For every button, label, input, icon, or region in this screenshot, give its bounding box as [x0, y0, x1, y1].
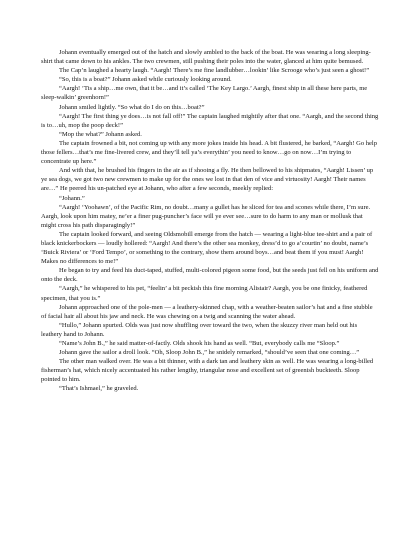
paragraph-5: Johann smiled lightly. “So what do I do on this…boat?”	[59, 103, 205, 111]
paragraph-13: He began to try and feed his duct-taped, stuffed, multi-colored pigeon some food, but the seeds just fell on his uniform and onto the deck.	[41, 267, 379, 284]
paragraph-4: “Aargh! ’Tis a ship…me own, that it be…and it’s called ‘The Key Largo.’ Aargh, finest ship in all these here parts, me sleep-walkin’ greenhorn!”	[41, 85, 368, 102]
paragraph-16: “Hullo,” Johann spurted. Olds was just now shuffling over toward the two, when the skuzzy river man held out his leathery hand to Johann.	[41, 321, 358, 338]
document-page	[41, 48, 379, 394]
paragraph-14: “Aargh,” he whispered to his pet, “feelin’ a bit peckish this fine morning Alistair? Aargh, you be one finicky, feathered specimen, that you is.”	[41, 285, 368, 302]
paragraph-17: “Name’s John B.,” he said matter-of-factly. Olds shook his hand as well. “But, everybody calls me “Sloop.”	[59, 340, 340, 347]
paragraph-6: “Aargh! The first thing ye does…is not fall off!” The captain laughed mightily after that one. “Aargh, and the second thing is to…uh, mop the poop deck!”	[41, 112, 379, 129]
paragraph-11: “Aargh! ‘Yoohawn’, of the Pacific Rim, no doubt…many a gullet has he sliced for tea and scones while there, I’m sure. Aargh, look upon him matey, ne’er a finer pug-puncher’s face will ye ever see…sure to do harm to any man or mollusk that might cross his path disparagingly!”	[41, 203, 371, 229]
paragraph-20: “That’s Ishmael,” he graveled.	[59, 385, 139, 393]
paragraph-2: The Cap’n laughed a hearty laugh. “Aargh! There’s me fine landlubber…lookin’ like Scrooge who’s just seen a ghost!”	[59, 67, 370, 75]
paragraph-9: And with that, he brushed his fingers in the air as if shooing a fly. He then bellowed to his shipmates, “Aargh! Lissen’ up ye sea dogs, we got two new crewmen to make up for the ones we lost in that den of vice and virtuosity! Aargh! Their names are…” He peered his un-patched eye at Johann, who after a few seconds, meekly replied:	[41, 167, 374, 193]
paragraph-7: “Mop the what?” Johann asked.	[59, 130, 142, 138]
paragraph-12: The captain looked forward, and seeing Oldsmobill emerge from the hatch — wearing a light-blue tee-shirt and a pair of black knickerbockers — loudly hollered: “Aargh! And there’s the other sea monkey, dress’d to go a’courtin’ no doubt, name’s ‘Buick Riviera’ or ‘Ford Tempo’, or something to the contrary, show them around boys…and beat them if you must! Aargh! Makes no differences to me!”	[41, 230, 373, 266]
paragraph-1: Johann eventually emerged out of the hatch and slowly ambled to the back of the boat. He was wearing a long sleeping-shirt that came down to his ankles. The two crewmen, still pushing their poles into the water, glanced at him quite bemused.	[41, 49, 371, 66]
paragraph-15: Johann approached one of the pole-men — a leathery-skinned chap, with a weather-beaten sailor’s hat and a fine stubble of facial hair all about his jaw and neck. He was chewing on a twig and scanning the water ahead.	[41, 303, 373, 320]
paragraph-18: Johann gave the sailor a droll look. “Oh, Sloop John B.,” he snidely remarked, “should’ve seen that one coming…”	[59, 349, 360, 357]
paragraph-19: The other man walked over. He was a bit thinner, with a dark tan and leathery skin as well. He was wearing a long-billed fisherman’s hat, which nicely accentuated his rather lengthy, triangular nose and excellent set of greenish buckteeth. Sloop pointed to him.	[41, 358, 374, 384]
paragraph-8: The captain frowned a bit, not coming up with any more jokes inside his head. A bit flustered, he barked, “Aargh! Go help those fellers…that’s me fine-livered crew, and they’ll tell ya’s everythin’ you need to know…go on now…I’m trying to concentrate up here.”	[41, 139, 377, 166]
paragraph-10: “Johann.”	[59, 194, 85, 202]
paragraph-3: “So, this is a boat?” Johann asked while curiously looking around.	[59, 76, 232, 84]
